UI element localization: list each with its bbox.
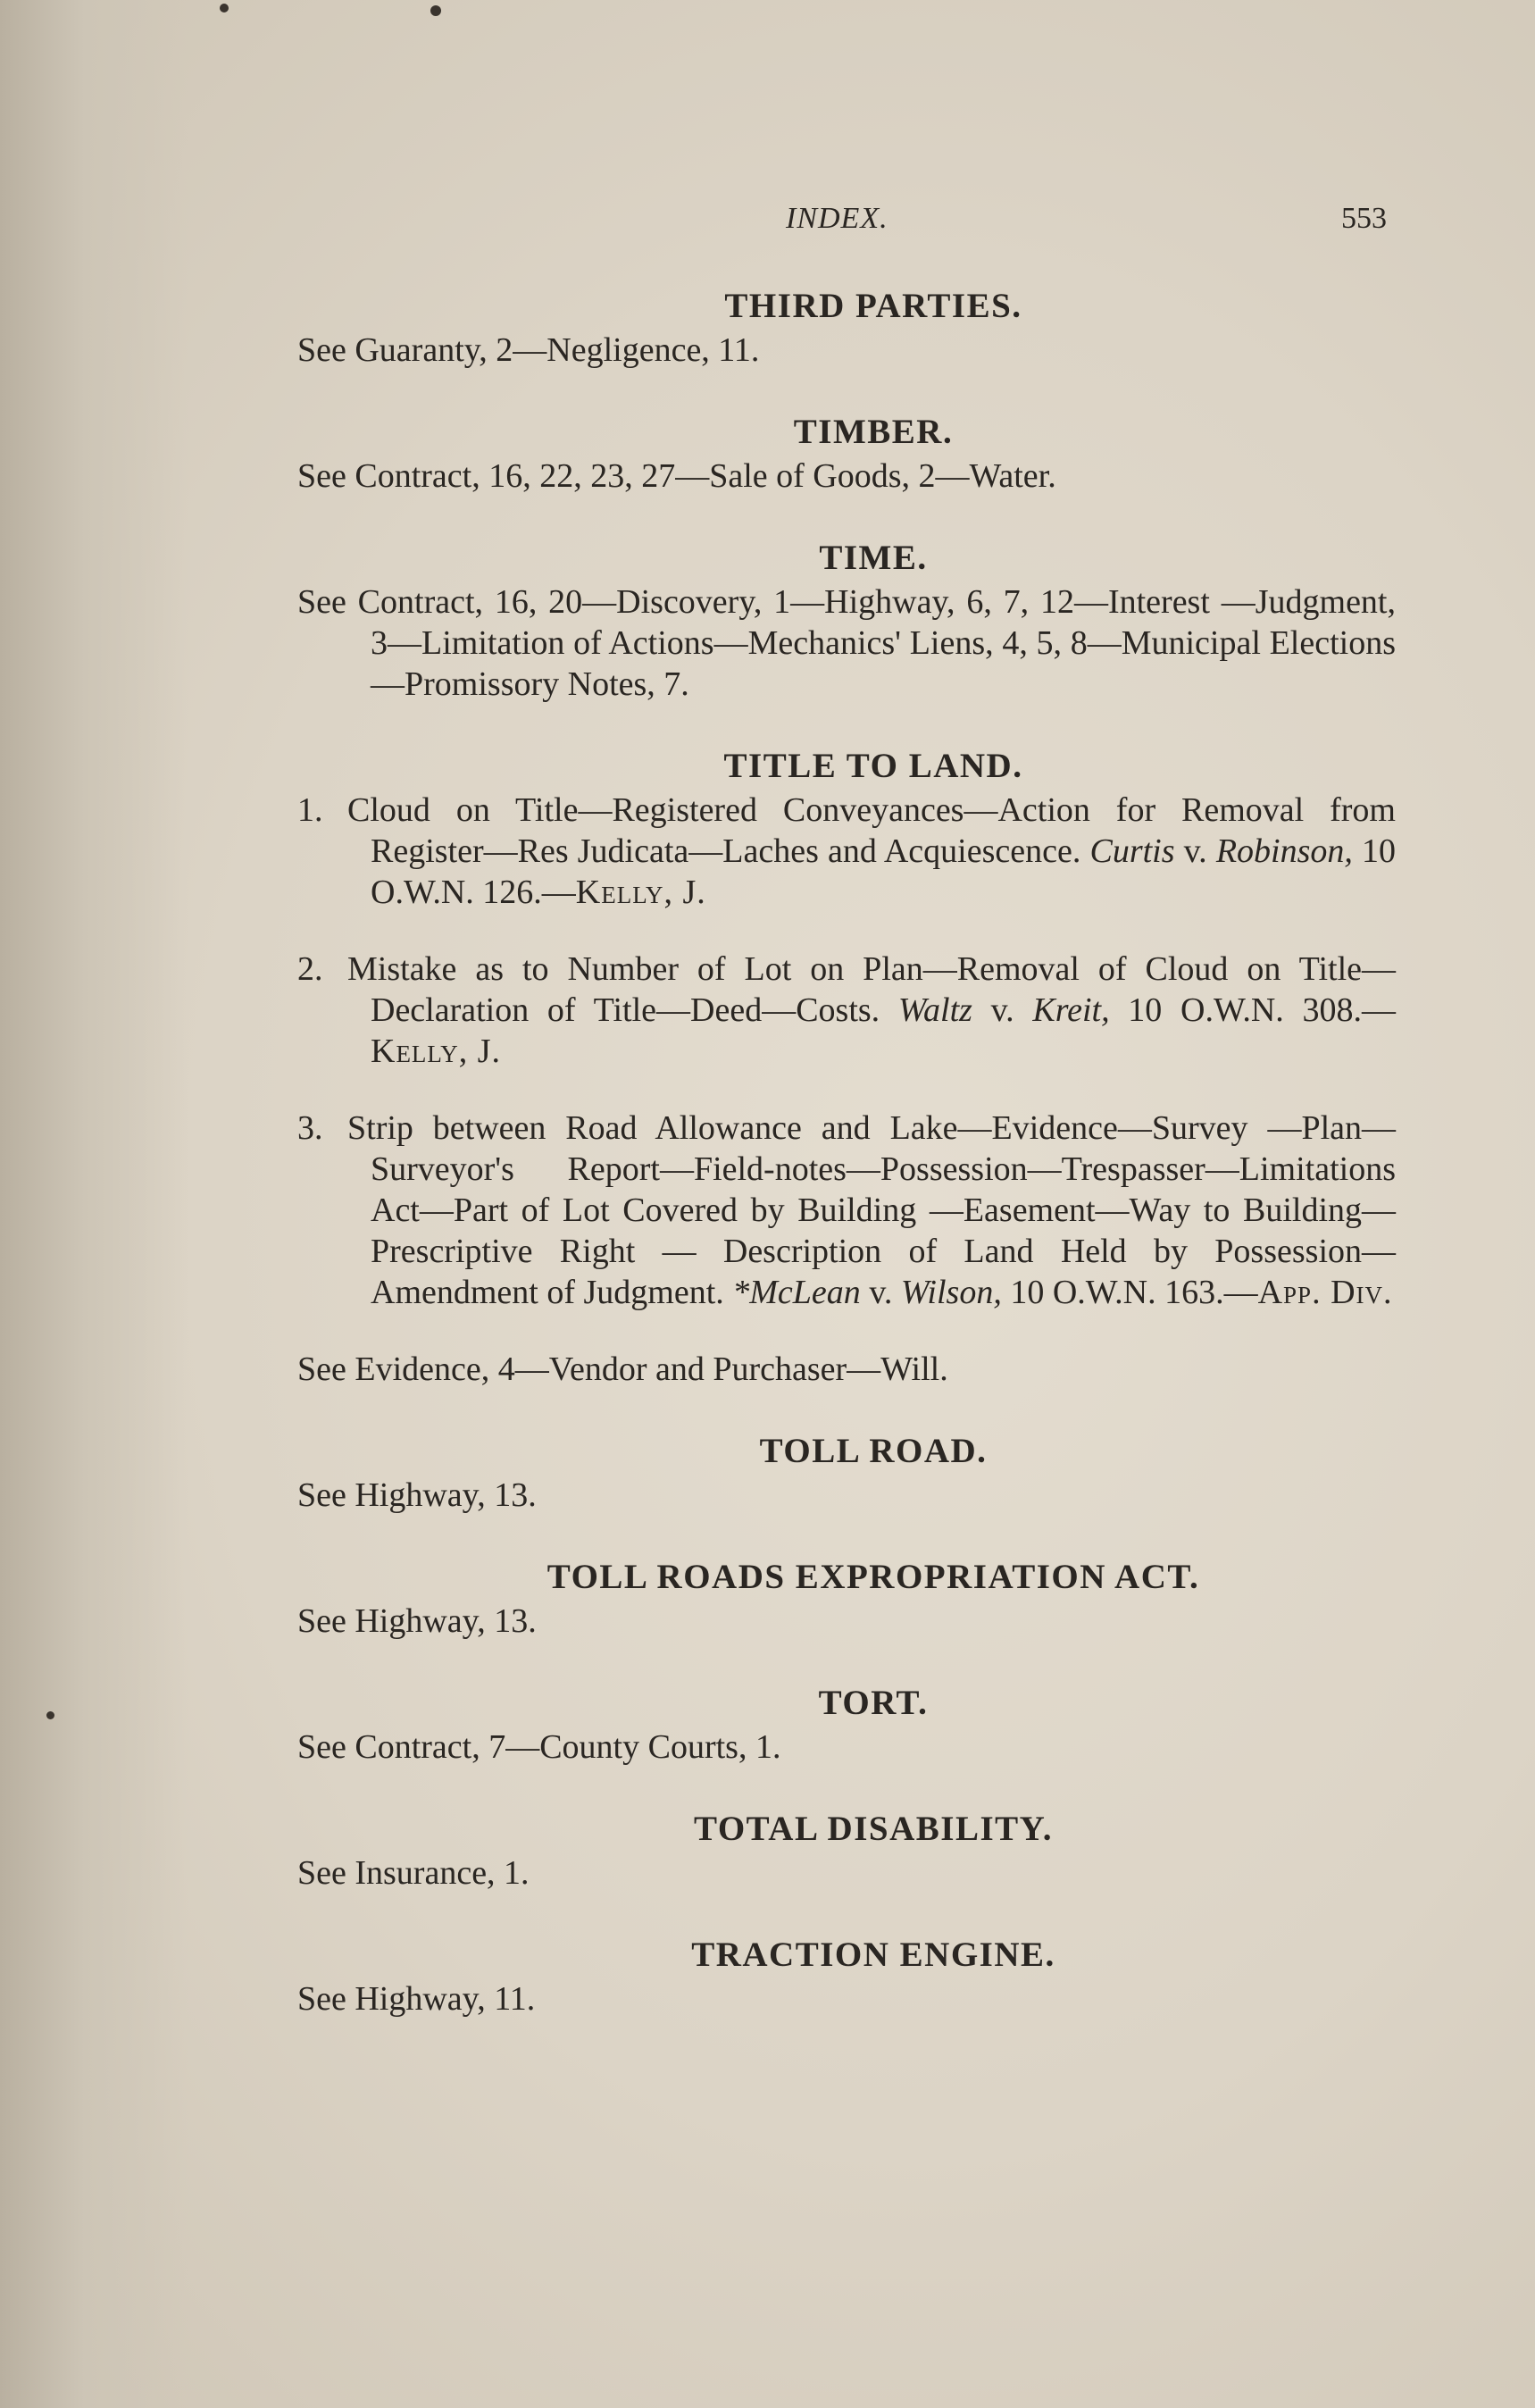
- cross-reference: See Insurance, 1.: [297, 1854, 530, 1892]
- ink-speck: [220, 4, 229, 13]
- index-section-traction-engine: [297, 1935, 1396, 2019]
- judge: Kelly, J.: [575, 874, 706, 911]
- page-gutter-shadow: [0, 0, 188, 2408]
- index-entry: [297, 1108, 1396, 1313]
- entry-number: 3.: [297, 1109, 323, 1147]
- cross-reference: See Highway, 13.: [297, 1476, 537, 1514]
- entry-text: Strip between Road Allowance and Lake—Evidence—Survey —Plan—Surveyor's Report—Field-notes—Possession—Trespasser—Limitations Act—Part of Lot Covered by Building —Easement—Way to Building—Prescriptive Right — Description of Land Held by Possession—Amendment of Judgment.: [347, 1109, 1396, 1311]
- judge: Kelly, J.: [371, 1033, 502, 1070]
- case-party-1: *McLean: [732, 1274, 861, 1311]
- entry-text: Cloud on Title—Registered Conveyances—Action for Removal from Register—Res Judicata—Laches and Acquiescence.: [347, 791, 1396, 870]
- case-versus: v.: [1174, 832, 1216, 870]
- case-party-2: Kreit,: [1032, 991, 1110, 1029]
- citation: 10 O.W.N. 163.—: [1001, 1274, 1258, 1311]
- cross-reference: See Highway, 13.: [297, 1602, 537, 1640]
- section-heading: TOTAL DISABILITY.: [694, 1810, 1053, 1848]
- cross-reference: See Highway, 11.: [297, 1980, 536, 2018]
- cross-reference: See Evidence, 4—Vendor and Purchaser—Will.: [297, 1350, 948, 1388]
- section-heading: TORT.: [818, 1684, 929, 1722]
- entry-number: 2.: [297, 950, 323, 988]
- case-party-2: Robinson,: [1215, 832, 1353, 870]
- index-section-tort: [297, 1683, 1396, 1768]
- ink-speck: [46, 1711, 54, 1719]
- section-heading: TRACTION ENGINE.: [691, 1936, 1055, 1974]
- cross-reference: See Contract, 7—County Courts, 1.: [297, 1728, 781, 1766]
- ink-speck: [430, 5, 441, 16]
- judge: App. Div.: [1257, 1274, 1393, 1311]
- index-section-time: [297, 538, 1396, 705]
- index-section-total-disability: [297, 1809, 1396, 1894]
- page-number: 553: [1341, 202, 1387, 235]
- cross-reference: See Contract, 16, 22, 23, 27—Sale of Goods, 2—Water.: [297, 457, 1056, 495]
- cross-reference: See Guaranty, 2—Negligence, 11.: [297, 331, 760, 369]
- index-entry: [297, 790, 1396, 913]
- section-heading: TOLL ROAD.: [759, 1432, 988, 1470]
- citation: 10 O.W.N. 308.—: [1109, 991, 1396, 1029]
- entry-number: 1.: [297, 791, 323, 829]
- index-entry: [297, 949, 1396, 1072]
- section-heading: TIMBER.: [793, 413, 954, 451]
- case-versus: v.: [860, 1274, 901, 1311]
- running-head-title: INDEX.: [786, 202, 888, 235]
- case-party-1: Curtis: [1089, 832, 1175, 870]
- section-heading: TIME.: [819, 539, 928, 577]
- section-heading: THIRD PARTIES.: [724, 287, 1022, 325]
- index-section-toll-roads-expropriation-act: [297, 1557, 1396, 1642]
- section-heading: TOLL ROADS EXPROPRIATION ACT.: [546, 1558, 1200, 1596]
- entry-text: Mistake as to Number of Lot on Plan—Removal of Cloud on Title—Declaration of Title—Deed—Costs.: [347, 950, 1396, 1029]
- case-party-2: Wilson,: [900, 1274, 1002, 1311]
- section-heading: TITLE TO LAND.: [723, 747, 1023, 785]
- case-party-1: Waltz: [897, 991, 972, 1029]
- index-section-title-to-land: [297, 746, 1396, 1390]
- case-versus: v.: [972, 991, 1033, 1029]
- citation: 10 O.W.N. 126.—: [371, 832, 1396, 911]
- index-section-timber: [297, 412, 1396, 497]
- index-content: [297, 286, 1396, 2061]
- index-section-third-parties: [297, 286, 1396, 371]
- cross-reference: See Contract, 16, 20—Discovery, 1—Highway, 6, 7, 12—Interest —Judgment, 3—Limitation of Actions—Mechanics' Liens, 4, 5, 8—Municipal Elections—Promissory Notes, 7.: [297, 583, 1396, 703]
- index-section-toll-road: [297, 1431, 1396, 1516]
